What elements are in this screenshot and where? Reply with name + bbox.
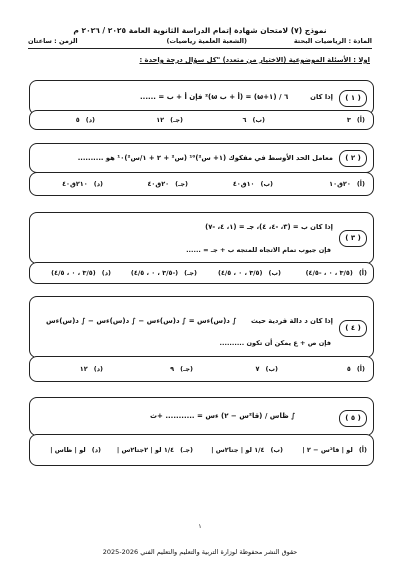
option-label: (أ) xyxy=(356,180,365,188)
option-label: (جـ) xyxy=(170,116,183,124)
option-label: (جـ) xyxy=(175,180,188,188)
copyright-notice: حقوق النشر محفوظة لوزارة التربية والتعليم والتعليم الفني 2026-2025 xyxy=(102,548,298,556)
subject-label: المادة : الرياضيات البحتة xyxy=(293,37,372,45)
question-formula: ∫ ظاس / (قا²س − ٢) ءس = ........... +ث xyxy=(150,412,296,420)
question-4-options xyxy=(29,356,374,382)
option-d[interactable] xyxy=(62,173,103,195)
option-b[interactable] xyxy=(233,173,273,195)
question-number: ( ٢ ) xyxy=(339,150,367,167)
question-1-options xyxy=(29,110,374,130)
part-title: اولا : الأسئلة الموضوعية (الاختيار من متعدد) "كل سؤال درجة واحدة : xyxy=(139,56,370,64)
option-a[interactable] xyxy=(347,111,365,129)
option-value: (-٣/٥ ، ٠ ، ٤/٥) xyxy=(130,269,179,277)
question-2-box xyxy=(29,143,374,173)
question-number: ( ٥ ) xyxy=(339,410,367,427)
time-label: الزمن : ساعتان xyxy=(28,37,78,45)
option-b[interactable] xyxy=(243,111,265,129)
option-label: (أ) xyxy=(356,116,365,124)
question-number: ( ٤ ) xyxy=(339,320,367,337)
question-3-box xyxy=(29,212,374,264)
option-label: (أ) xyxy=(358,269,367,277)
question-number: ( ٣ ) xyxy=(339,230,367,247)
option-value: (٣/٥ ، ٠ ، ٤/٥) xyxy=(51,269,96,277)
option-label: (د) xyxy=(91,446,101,454)
branch-label: (الشعبة العلمية رياضيات) xyxy=(166,37,247,45)
option-label: (د) xyxy=(85,116,95,124)
option-label: (د) xyxy=(93,365,103,373)
option-value: ٥ xyxy=(346,365,351,373)
option-c[interactable] xyxy=(131,263,197,283)
option-value: ١٢ xyxy=(79,365,88,373)
option-c[interactable] xyxy=(117,435,193,465)
option-value: (٣/٥ ، ٠ ، -٤/٥) xyxy=(305,269,353,277)
question-text: إذا كان ب = (٣، -٤، ٤)، جـ = (١، ٤، -٧) xyxy=(205,223,333,231)
option-value: ٧ xyxy=(255,365,260,373)
question-2-options xyxy=(29,172,374,196)
question-4-box xyxy=(29,296,374,358)
option-a[interactable] xyxy=(306,263,367,283)
option-value: (٣/٥ ، ٠ ، ٤/٥) xyxy=(217,269,263,277)
option-b[interactable] xyxy=(256,357,278,381)
option-label: (ب) xyxy=(268,269,281,277)
option-c[interactable] xyxy=(147,173,188,195)
option-label: (جـ) xyxy=(180,365,193,373)
option-value: ٢٠ق٤٠ xyxy=(147,180,170,188)
option-c[interactable] xyxy=(170,357,193,381)
option-label: (ب) xyxy=(252,116,265,124)
question-formula: ∫ د(س)ءس = ∫ د(س)ءس − ∫ د(س)ءس − ∫ د(س)ءس xyxy=(46,317,237,325)
exam-title: نموذج (٧) لامتحان شهادة إتمام الدراسة الثانوية العامة ٢٠٢٥ / ٢٠٢٦ م xyxy=(73,26,327,35)
question-formula: ٦ / (١+ω) = (أ + ب ω)² فإن أ + ب = ...... xyxy=(140,93,289,101)
option-value: ١٠ق٤٠ xyxy=(232,180,255,188)
question-subtext: فإن ص + ع يمكن أن تكون .......... xyxy=(219,339,331,347)
question-5-box xyxy=(29,397,374,436)
option-value: ٩ xyxy=(170,365,175,373)
option-label: (ب) xyxy=(265,365,278,373)
option-value: ٦ xyxy=(242,116,247,124)
question-text: إذا كان xyxy=(310,93,333,101)
question-3-options xyxy=(29,262,374,284)
header-divider xyxy=(28,48,372,49)
option-d[interactable] xyxy=(51,263,111,283)
option-value: ١/٤ لو | ٢جتا٢س | xyxy=(116,446,175,454)
option-label: (د) xyxy=(93,180,103,188)
option-a[interactable] xyxy=(329,173,365,195)
option-value: ١/٤ لو | جتا٢س | xyxy=(211,446,265,454)
option-value: ٢١٠ق٤٠ xyxy=(62,180,88,188)
option-label: (جـ) xyxy=(184,269,197,277)
option-d[interactable] xyxy=(76,111,95,129)
question-text: معامل الحد الأوسط في مفكوك (١+ س²)¹⁰ (س² + ٢ + ١/س²)¹٠ هو .......... xyxy=(77,154,333,162)
option-value: ٢٠ق١٠ xyxy=(329,180,351,188)
option-b[interactable] xyxy=(211,435,283,465)
question-subtext: فإن جيوب تمام الاتجاه للمتجه ب + جـ = ...... xyxy=(186,246,331,254)
option-d[interactable] xyxy=(80,357,103,381)
question-text: إذا كان د دالة فردية حيث xyxy=(251,317,333,325)
option-label: (أ) xyxy=(358,446,367,454)
option-label: (ب) xyxy=(260,180,273,188)
option-label: (جـ) xyxy=(180,446,193,454)
option-value: لو | قا²س − ٢ | xyxy=(302,446,353,454)
option-value: ٣ xyxy=(346,116,351,124)
page-number: ١ xyxy=(198,523,202,530)
option-a[interactable] xyxy=(347,357,365,381)
option-b[interactable] xyxy=(218,263,281,283)
question-5-options xyxy=(29,434,374,466)
question-number: ( ١ ) xyxy=(339,90,367,107)
option-a[interactable] xyxy=(302,435,367,465)
option-value: لو | ظاس | xyxy=(50,446,86,454)
option-label: (د) xyxy=(101,269,111,277)
option-value: ٥ xyxy=(75,116,80,124)
option-value: ١٢ xyxy=(156,116,165,124)
option-c[interactable] xyxy=(156,111,183,129)
option-label: (ب) xyxy=(270,446,283,454)
option-d[interactable] xyxy=(50,435,101,465)
option-label: (أ) xyxy=(356,365,365,373)
